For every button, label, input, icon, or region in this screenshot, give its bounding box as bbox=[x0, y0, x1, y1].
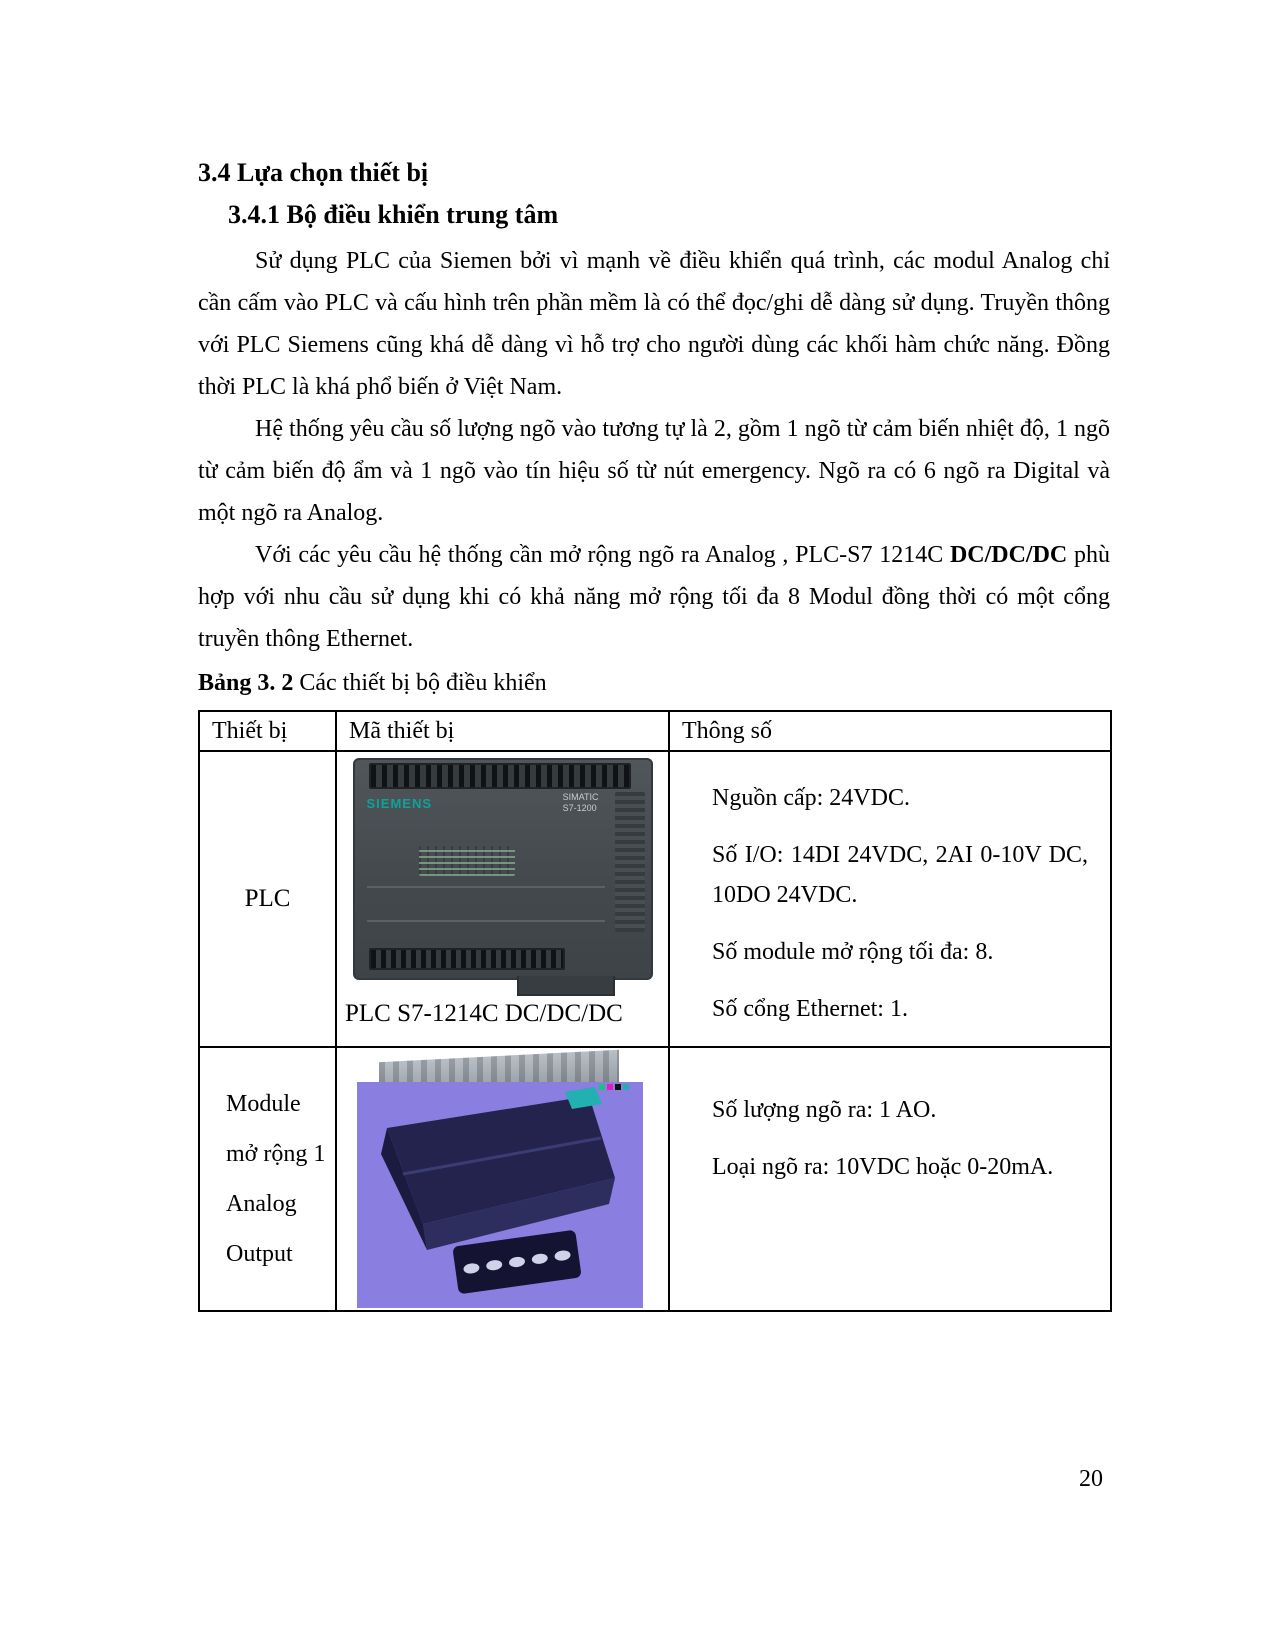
plc-vent-strip bbox=[615, 792, 645, 932]
plc-bottom-terminal-strip bbox=[369, 948, 565, 970]
plc-foot-block bbox=[517, 976, 615, 996]
document-content bbox=[198, 158, 1110, 1312]
column-header-device: Thiết bị bbox=[199, 711, 336, 751]
spec-item: Nguồn cấp: 24VDC. bbox=[712, 785, 910, 811]
device-name-plc: PLC bbox=[199, 751, 336, 1047]
table-row-plc bbox=[199, 751, 1111, 1047]
page-number: 20 bbox=[1079, 1466, 1103, 1492]
module-photo bbox=[357, 1056, 643, 1308]
table-row-module bbox=[199, 1047, 1111, 1311]
plc-photo bbox=[345, 756, 661, 996]
device-name-module bbox=[199, 1047, 336, 1311]
column-header-specs: Thông số bbox=[669, 711, 1111, 751]
paragraph-3-text: Với các yêu cầu hệ thống cần mở rộng ngõ ra Analog , PLC-S7 1214C bbox=[255, 542, 950, 568]
spec-item: Số module mở rộng tối đa: 8. bbox=[712, 939, 994, 965]
module-specs-cell bbox=[669, 1047, 1111, 1311]
plc-model-label bbox=[563, 792, 599, 814]
device-name-line: Output bbox=[226, 1241, 293, 1267]
paragraph-1: Sử dụng PLC của Siemen bởi vì mạnh về điều khiển quá trình, các modul Analog chỉ cần cấm vào PLC và cấu hình trên phần mềm là có thể đọc/ghi dễ dàng sử dụng. Truyền thông với PLC Siemens cũng khá dễ dàng vì hỗ trợ cho người dùng các khối hàm chức năng. Đồng thời PLC là khá phổ biến ở Việt Nam. bbox=[198, 248, 1110, 400]
plc-image-cell bbox=[336, 751, 669, 1047]
spec-item: Số cổng Ethernet: 1. bbox=[712, 996, 908, 1022]
plc-led-indicators bbox=[419, 846, 515, 876]
section-heading: 3.4 Lựa chọn thiết bị bbox=[198, 158, 429, 187]
plc-image-caption: PLC S7-1214C DC/DC/DC bbox=[345, 1000, 623, 1027]
device-name-line: mở rộng 1 bbox=[226, 1141, 326, 1167]
subsection-heading: 3.4.1 Bộ điều khiển trung tâm bbox=[228, 200, 559, 229]
column-header-code: Mã thiết bị bbox=[336, 711, 669, 751]
table-caption bbox=[198, 662, 1110, 704]
plc-model-line2: S7-1200 bbox=[562, 803, 597, 813]
plc-top-terminal-strip bbox=[369, 763, 631, 789]
plc-body-shape bbox=[353, 758, 653, 980]
plc-brand-label: SIEMENS bbox=[366, 796, 433, 811]
module-purple-background bbox=[357, 1082, 643, 1308]
table-caption-label: Bảng 3. 2 bbox=[198, 670, 294, 696]
device-name-line: Analog bbox=[226, 1191, 297, 1217]
paragraph-2: Hệ thống yêu cầu số lượng ngõ vào tương tự là 2, gồm 1 ngõ từ cảm biến nhiệt độ, 1 ngõ từ cảm biến độ ẩm và 1 ngõ vào tín hiệu số từ nút emergency. Ngõ ra có 6 ngõ ra Digital và một ngõ ra Analog. bbox=[198, 416, 1110, 526]
plc-model-line1: SIMATIC bbox=[562, 792, 599, 802]
paragraph-3 bbox=[198, 534, 1110, 660]
module-image-cell bbox=[336, 1047, 669, 1311]
plc-specs-cell bbox=[669, 751, 1111, 1047]
spec-item: Số lượng ngõ ra: 1 AO. bbox=[712, 1097, 937, 1123]
device-name-line: Module bbox=[226, 1091, 301, 1117]
module-pixel-artifacts bbox=[597, 1084, 637, 1094]
paragraph-3-bold: DC/DC/DC bbox=[949, 542, 1068, 568]
table-caption-text: Các thiết bị bộ điều khiển bbox=[293, 670, 547, 696]
table-header-row bbox=[199, 711, 1111, 751]
plc-panel-groove bbox=[367, 886, 605, 922]
module-device-shape bbox=[357, 1082, 643, 1308]
paragraph-3-text-end: phù hợp với nhu cầu sử dụng khi có khả năng mở rộng tối đa 8 Modul đồng thời có một cổng truyền thông Ethernet. bbox=[198, 542, 1110, 652]
spec-item: Số I/O: 14DI 24VDC, 2AI 0-10V DC, 10DO 24VDC. bbox=[712, 842, 1088, 908]
device-table bbox=[198, 710, 1112, 1312]
spec-item: Loại ngõ ra: 10VDC hoặc 0-20mA. bbox=[712, 1154, 1054, 1180]
